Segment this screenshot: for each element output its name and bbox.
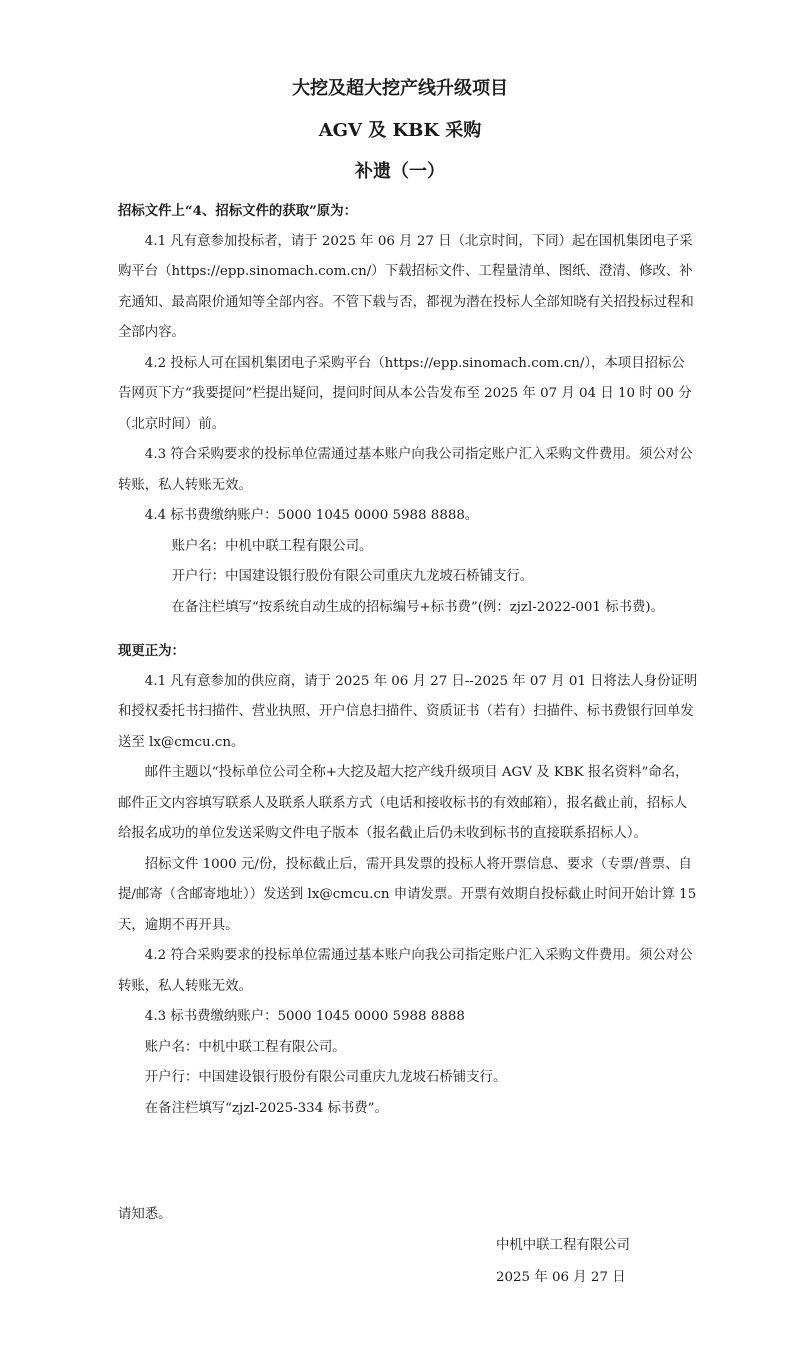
- document-subtitle: AGV 及 KBK 采购: [318, 120, 482, 141]
- changed-account-name: 账户名：中机中联工程有限公司。: [144, 1039, 346, 1055]
- original-clause-4-2: 4.2 投标人可在国机集团电子采购平台（https://epp.sinomach.com.cn/），本项目招标公告网页下方“我要提问”栏提出疑问，提问时间从本公告发布至 2025 年 07 月 04 日 10 时 00 分（北京时间）前。: [118, 355, 692, 432]
- document-title: 大挖及超大挖产线升级项目: [292, 78, 508, 99]
- closing-text: 请知悉。: [118, 1207, 172, 1222]
- original-clause-4-3: 4.3 符合采购要求的投标单位需通过基本账户向我公司指定账户汇入采购文件费用。须公对公转账，私人转账无效。: [118, 447, 693, 493]
- signature-company: 中机中联工程有限公司: [496, 1238, 630, 1253]
- changed-section: [118, 636, 698, 1124]
- original-heading: 招标文件上“4、招标文件的获取”原为：: [118, 203, 357, 219]
- changed-clause-4-1: 4.1 凡有意参加的供应商，请于 2025 年 06 月 27 日--2025 年 07 月 01 日将法人身份证明和授权委托书扫描件、营业执照、开户信息扫描件、资质证书（若有）扫描件、标书费银行回单发送至 lx@cmcu.cn。: [118, 673, 698, 750]
- signature-date: 2025 年 06 月 27 日: [496, 1270, 626, 1285]
- original-clause-4-4: 4.4 标书费缴纳账户：5000 1045 0000 5988 8888。: [144, 508, 479, 523]
- changed-heading: 现更正为：: [118, 643, 185, 659]
- closing-section: [118, 1200, 698, 1231]
- changed-account-bank: 开户行：中国建设银行股份有限公司重庆九龙坡石桥铺支行。: [144, 1070, 507, 1085]
- changed-invoice-instructions: 招标文件 1000 元/份，投标截止后，需开具发票的投标人将开票信息、要求（专票/普票、自提/邮寄（含邮寄地址））发送到 lx@cmcu.cn 申请发票。开票有效期自投标截止时间开始计算 15 天，逾期不再开具。: [118, 856, 697, 933]
- changed-email-instructions: 邮件主题以“投标单位公司全称+大挖及超大挖产线升级项目 AGV 及 KBK 报名资料”命名，邮件正文内容填写联系人及联系人联系方式（电话和接收标书的有效邮箱），报名截止前，招标人给报名成功的单位发送采购文件电子版本（报名截止后仍未收到标书的直接联系招标人）。: [118, 765, 689, 841]
- original-account-bank: 开户行：中国建设银行股份有限公司重庆九龙坡石桥铺支行。: [171, 569, 534, 584]
- addendum-title: 补遗（一）: [355, 161, 445, 182]
- original-account-name: 账户名：中机中联工程有限公司。: [171, 538, 373, 554]
- original-remark-note: 在备注栏填写“按系统自动生成的招标编号+标书费”(例：zjzl-2022-001 标书费)。: [171, 599, 664, 615]
- original-section: [118, 196, 698, 623]
- changed-clause-4-2: 4.2 符合采购要求的投标单位需通过基本账户向我公司指定账户汇入采购文件费用。须公对公转账，私人转账无效。: [118, 948, 693, 994]
- original-clause-4-1: 4.1 凡有意参加投标者，请于 2025 年 06 月 27 日（北京时间，下同）起在国机集团电子采购平台（https://epp.sinomach.com.cn/）下载招标文件、工程量清单、图纸、澄清、修改、补充通知、最高限价通知等全部内容。不管下载与否，都视为潜在投标人全部知晓有关招投标过程和全部内容。: [118, 233, 694, 340]
- changed-remark-note: 在备注栏填写“zjzl-2025-334 标书费”。: [144, 1100, 388, 1116]
- changed-clause-4-3: 4.3 标书费缴纳账户：5000 1045 0000 5988 8888: [144, 1009, 465, 1024]
